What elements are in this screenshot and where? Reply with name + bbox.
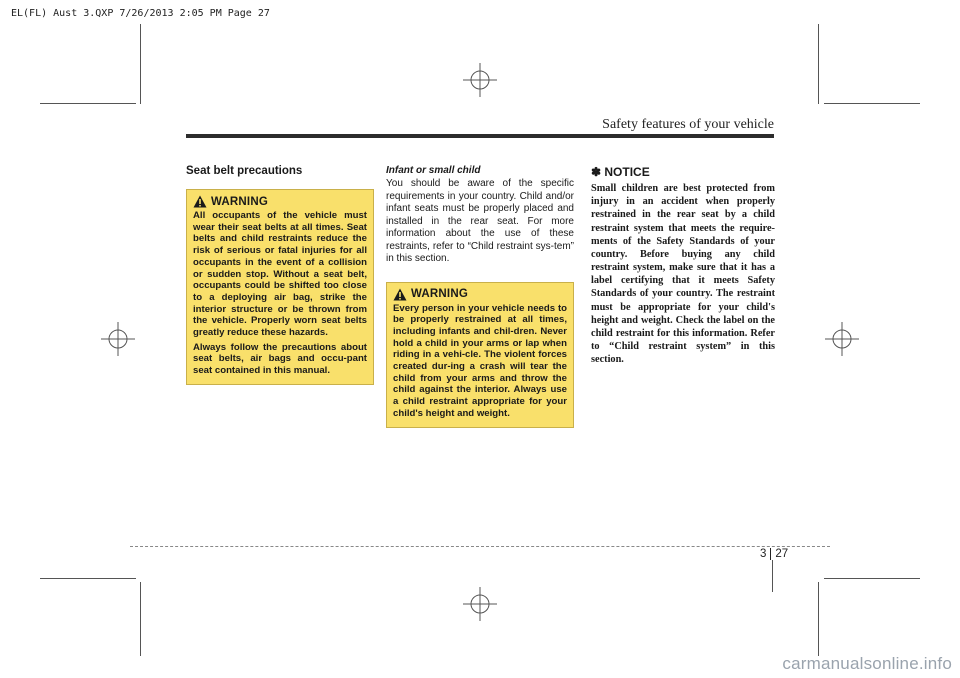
footer-rule xyxy=(130,546,830,547)
right-column xyxy=(591,165,775,366)
running-header-title: Safety features of your vehicle xyxy=(602,117,774,132)
subsection-heading: Infant or small child xyxy=(386,165,481,176)
warning-header xyxy=(393,288,567,301)
warning-box-child xyxy=(386,282,574,428)
section-heading: Seat belt precautions xyxy=(186,165,303,177)
notice-paragraph: Small children are best protected from injury in an accident when properly restrained in the rear seat by a child restraint system that meets the require-ments of the Safety Standards of your country. Before buying any child restraint system, make sure that it has a label certifying that it meets Safety Standards of your country. The restraint must be appropriate for your child's height and weight. Check the label on the child restraint for this information. Refer to “Child restraint system” in this section. xyxy=(591,183,775,366)
page-number-value: 27 xyxy=(775,548,789,560)
print-slug: EL(FL) Aust 3.QXP 7/26/2013 2:05 PM Page 27 xyxy=(11,8,270,19)
warning-triangle-icon xyxy=(393,288,407,301)
body-paragraph: You should be aware of the specific requirements in your country. Child and/or infant seats must be properly placed and installed in the rear seat. For more information about the use of these restraints, refer to “Child restraint sys-tem” in this section. xyxy=(386,178,574,264)
warning-paragraph: Every person in your vehicle needs to be properly restrained at all times, including infants and chil-dren. Never hold a child in your arms or lap when riding in a vehi-cle. The violent forces created dur-ing a crash will tear the child from your arms and throw the child against the interior. Always use a child restraint appropriate for your child's height and weight. xyxy=(393,302,567,419)
warning-triangle-icon xyxy=(193,195,207,208)
registration-mark-bottom-icon xyxy=(463,587,497,621)
warning-title: WARNING xyxy=(211,195,268,208)
chapter-number: 3 xyxy=(760,548,771,560)
warning-paragraph: All occupants of the vehicle must wear their seat belts at all times. Seat belts and child restraints reduce the risk of serious or fatal injuries for all occupants in the event of a collision or sudden stop. Without a seat belt, occupants could be shifted too close to a deploying air bag, strike the interior structure or be thrown from the vehicle. Properly worn seat belts greatly reduce these hazards. xyxy=(193,210,367,339)
registration-mark-left-icon xyxy=(101,322,135,356)
warning-paragraph: Always follow the precautions about seat belts, air bags and occu-pant seat contained in this manual. xyxy=(193,341,367,377)
notice-title: ✽ NOTICE xyxy=(591,165,650,179)
warning-title: WARNING xyxy=(411,288,468,300)
header-rule xyxy=(186,134,774,138)
left-column xyxy=(186,165,374,385)
warning-header xyxy=(193,195,367,208)
registration-mark-top-icon xyxy=(463,63,497,97)
page-number xyxy=(760,548,788,560)
watermark: carmanualsonline.info xyxy=(782,654,952,673)
middle-column xyxy=(386,165,574,428)
warning-box-seat-belts xyxy=(186,189,374,385)
registration-mark-right-icon xyxy=(825,322,859,356)
